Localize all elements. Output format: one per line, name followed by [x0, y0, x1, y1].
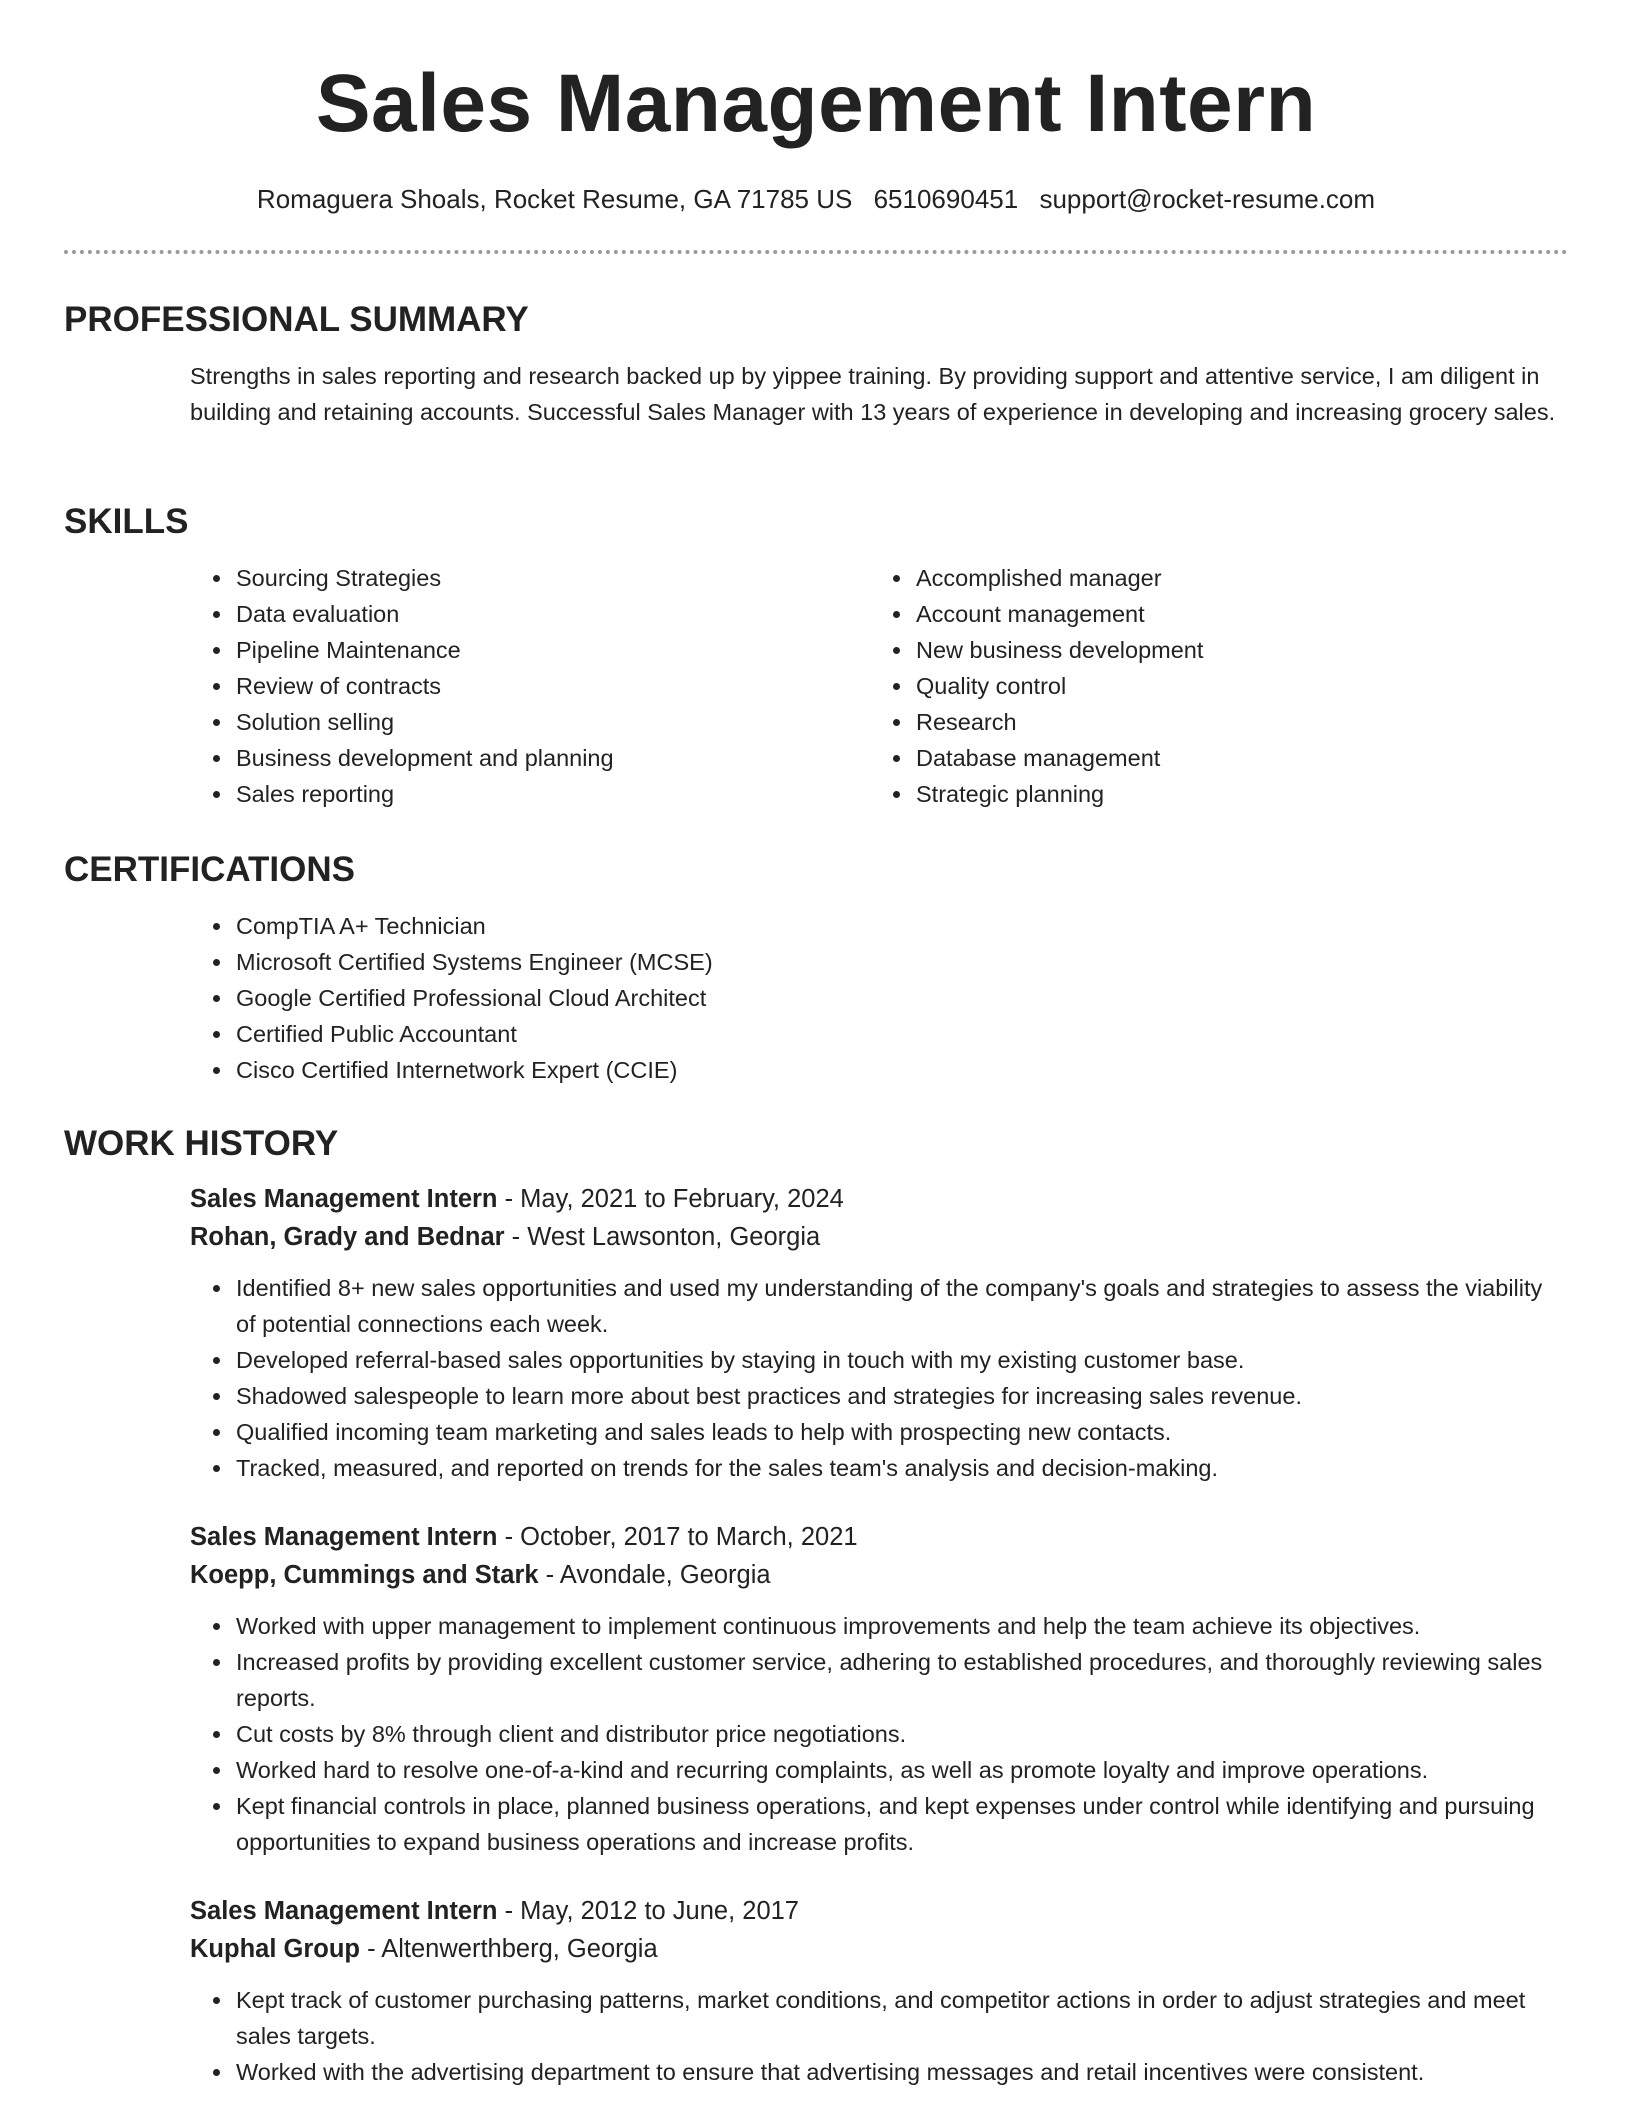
skills-list-left [64, 560, 914, 812]
skill-item: • Pipeline Maintenance [234, 632, 914, 668]
resume-title: Sales Management Intern [315, 58, 1317, 149]
job-title-line [190, 1518, 1568, 1556]
skill-item: • Quality control [914, 668, 1594, 704]
skills-columns [64, 560, 1568, 812]
job-bullet-list [64, 1270, 1568, 1486]
job-bullet-list [64, 1608, 1568, 1860]
skills-heading: SKILLS [64, 502, 189, 541]
work-history-section [64, 1122, 1568, 2090]
job-bullet-list [64, 1982, 1568, 2090]
job-company-line [190, 1218, 1568, 1256]
job-bullet: • Tracked, measured, and reported on trends for the sales team's analysis and decision-making. [234, 1450, 1568, 1486]
skill-item: • Data evaluation [234, 596, 914, 632]
resume-header [64, 0, 1568, 252]
skill-item: • Accomplished manager [914, 560, 1594, 596]
certification-item: • Google Certified Professional Cloud Architect [234, 980, 1568, 1016]
job-bullet: • Kept track of customer purchasing patterns, market conditions, and competitor actions in order to adjust strategies and meet sales targets. [234, 1982, 1568, 2054]
job-dates: - May, 2021 to February, 2024 [497, 1185, 844, 1213]
job-title: Sales Management Intern [190, 1185, 498, 1213]
job-title: Sales Management Intern [190, 1897, 498, 1925]
job-bullet: • Shadowed salespeople to learn more about best practices and strategies for increasing sales revenue. [234, 1378, 1568, 1414]
job-bullet: • Worked with the advertising department to ensure that advertising messages and retail incentives were consistent. [234, 2054, 1568, 2090]
summary-section [64, 298, 1568, 430]
skill-item: • Account management [914, 596, 1594, 632]
certification-item: • Certified Public Accountant [234, 1016, 1568, 1052]
job-company: Koepp, Cummings and Stark [190, 1561, 539, 1589]
contact-address: Romaguera Shoals, Rocket Resume, GA 71785 US [256, 184, 853, 214]
job-company-line [190, 1930, 1568, 1968]
job-entry [64, 1180, 1568, 1486]
skills-list-right [914, 560, 1594, 812]
certification-item: • CompTIA A+ Technician [234, 908, 1568, 944]
certification-item: • Cisco Certified Internetwork Expert (CCIE) [234, 1052, 1568, 1088]
job-company: Kuphal Group [190, 1935, 360, 1963]
job-bullet: • Worked with upper management to implement continuous improvements and help the team achieve its objectives. [234, 1608, 1568, 1644]
skill-item: • Solution selling [234, 704, 914, 740]
job-dates: - October, 2017 to March, 2021 [497, 1523, 858, 1551]
job-location: - West Lawsonton, Georgia [504, 1223, 821, 1251]
job-company-line [190, 1556, 1568, 1594]
job-bullet: • Identified 8+ new sales opportunities and used my understanding of the company's goals and strategies to assess the viability of potential connections each week. [234, 1270, 1568, 1342]
job-bullet: • Worked hard to resolve one-of-a-kind and recurring complaints, as well as promote loyalty and improve operations. [234, 1752, 1568, 1788]
skill-item: • Sourcing Strategies [234, 560, 914, 596]
job-title: Sales Management Intern [190, 1523, 498, 1551]
job-company: Rohan, Grady and Bednar [190, 1223, 505, 1251]
skill-item: • New business development [914, 632, 1594, 668]
job-location: - Avondale, Georgia [538, 1561, 771, 1589]
contact-phone: 6510690451 [873, 184, 1019, 214]
certifications-list [64, 908, 1568, 1088]
skills-section [64, 500, 1568, 812]
job-title-line [190, 1892, 1568, 1930]
skill-item: • Strategic planning [914, 776, 1594, 812]
skill-item: • Review of contracts [234, 668, 914, 704]
job-entry [64, 1892, 1568, 2090]
job-bullet: • Qualified incoming team marketing and sales leads to help with prospecting new contacts. [234, 1414, 1568, 1450]
contact-email: support@rocket-resume.com [1039, 184, 1376, 214]
skill-item: • Business development and planning [234, 740, 914, 776]
certification-item: • Microsoft Certified Systems Engineer (MCSE) [234, 944, 1568, 980]
job-dates: - May, 2012 to June, 2017 [497, 1897, 799, 1925]
job-bullet: • Developed referral-based sales opportunities by staying in touch with my existing customer base. [234, 1342, 1568, 1378]
skill-item: • Sales reporting [234, 776, 914, 812]
job-bullet: • Increased profits by providing excellent customer service, adhering to established procedures, and thoroughly reviewing sales reports. [234, 1644, 1568, 1716]
summary-text: Strengths in sales reporting and research backed up by yippee training. By providing support and attentive service, I am diligent in building and retaining accounts. Successful Sales Manager with 13 years of experience in developing and increasing grocery sales. [190, 363, 1556, 425]
contact-line [64, 183, 1568, 215]
job-entry [64, 1518, 1568, 1860]
work-history-heading: WORK HISTORY [64, 1124, 339, 1163]
certifications-heading: CERTIFICATIONS [64, 850, 356, 889]
certifications-section [64, 848, 1568, 1088]
summary-heading: PROFESSIONAL SUMMARY [64, 300, 529, 339]
job-title-line [190, 1180, 1568, 1218]
skill-item: • Database management [914, 740, 1594, 776]
job-bullet: • Cut costs by 8% through client and distributor price negotiations. [234, 1716, 1568, 1752]
header-divider [64, 250, 1568, 254]
skill-item: • Research [914, 704, 1594, 740]
job-location: - Altenwerthberg, Georgia [359, 1935, 658, 1963]
job-bullet: • Kept financial controls in place, planned business operations, and kept expenses under control while identifying and pursuing opportunities to expand business operations and increase profits. [234, 1788, 1568, 1860]
